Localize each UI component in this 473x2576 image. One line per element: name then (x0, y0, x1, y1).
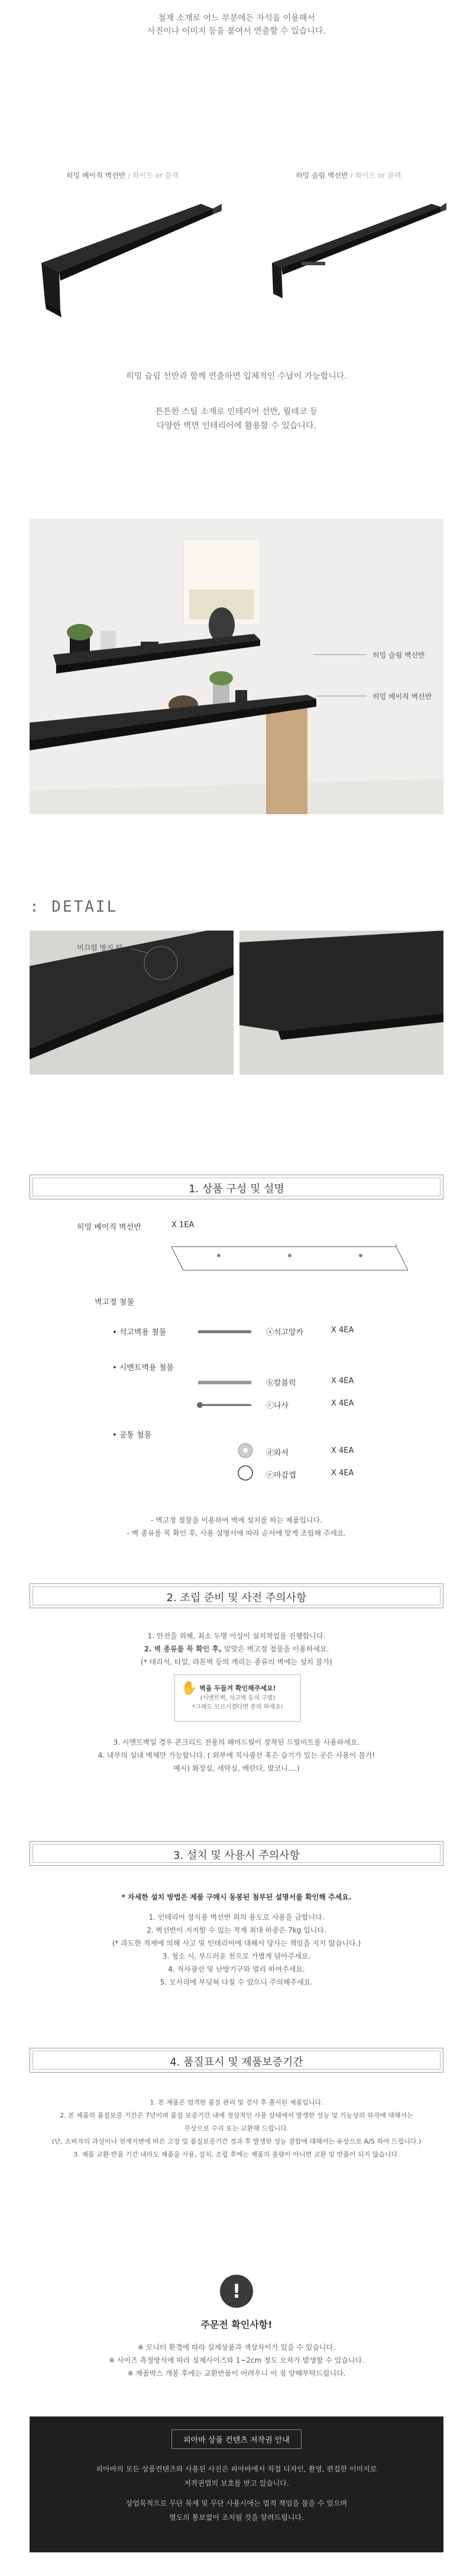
wall-check-box (174, 1674, 301, 1722)
item-washer-qty: X 4EA (331, 1446, 354, 1455)
intro-line-2: 사진이나 이미지 등을 붙여서 연출할 수 있습니다. (147, 27, 326, 36)
slim-shelf-label (296, 170, 401, 180)
slim-shelf-color: 화이트 or 블랙 (355, 171, 401, 180)
section1-note-2: - 벽 종류를 꼭 확인 후, 사용 설명서에 따라 순서에 맞게 조립해 주세요. (127, 1529, 346, 1537)
detail-images (30, 931, 443, 1075)
group-gypsum-name: 석고벽용 철물 (119, 1328, 167, 1337)
desc1-line-2: 튼튼한 스틸 소재로 인테리어 선반, 월데코 등 (155, 407, 318, 417)
section2-line-3: (* 대리석, 타일, 라톤벽 등의 캐리는 종류의 벽에는 설치 불가) (141, 1658, 332, 1666)
section4-line-4: 3. 제품 교환·반품 기간 내라도 제품을 사용, 설치, 조립 후에는 제품의 불량이 아니면 교환 및 반품이 되지 않습니다. (73, 2151, 400, 2158)
gypsum-anchor-icon (195, 1326, 254, 1338)
section2-line-2 (0, 1642, 473, 1655)
basic-shelf-color: 화이트 or 블랙 (132, 171, 179, 180)
section3-line-3: (* 과도한 적재에 의해 사고 및 인테리어에 대해서 당사는 책임을 지지 않습니다.) (112, 1939, 361, 1947)
hardware-title: 벽고정 철물 (95, 1298, 134, 1307)
basic-shelf-image (35, 180, 225, 334)
description-1 (0, 369, 473, 383)
section3-line-1: 1. 인테리어 장식용 벽선반 외의 용도로 사용을 금합니다. (148, 1913, 325, 1921)
alert-icon: ! (220, 2275, 253, 2308)
section2-line-5b: 예시) 화장실, 세탁실, 베란다, 발코니....) (173, 1764, 300, 1772)
section4-line-2a: 2. 본 제품의 품질보증 기간은 7년이며 품질 보증기간 내에 정상적인 사용 상태에서 발생한 성능 및 기능상의 하자에 대해서는 (60, 2112, 413, 2119)
section2-line-2-rest: 알맞은 벽고정 철물을 이용하세요. (223, 1645, 329, 1653)
item-wall-plug: ⓑ칼블럭 (266, 1379, 296, 1388)
order-notes (0, 2341, 473, 2380)
order-title: 주문전 확인사항! (200, 2319, 273, 2330)
room-label-basic: 히밍 베이직 벽선반 (372, 692, 432, 701)
item-gypsum-anchor-qty: X 4EA (331, 1326, 354, 1335)
copyright-line-3: 상업목적으로 무단 복제 및 무단 사용시에는 법적 책임을 물을 수 있으며 (125, 2499, 348, 2507)
section4-title: 4. 품질표시 및 제품보증기간 (170, 2056, 303, 2068)
section3-line-6: 5. 모서리에 부딪혀 다칠 수 있으니 주의해주세요. (160, 1978, 313, 1986)
item-cap: ⓔ마감캡 (266, 1471, 296, 1480)
section1-header (30, 1175, 443, 1199)
item-washer: ⓓ와셔 (266, 1449, 289, 1458)
group-common-title: • 공통 철물 (112, 1431, 152, 1440)
section3-line-4: 3. 청소 시, 부드러운 천으로 가볍게 닦아주세요. (162, 1952, 311, 1960)
copyright-line-2: 저작권법의 보호를 받고 있습니다. (184, 2479, 289, 2487)
basic-shelf-label (66, 170, 179, 180)
section2-header (30, 1583, 443, 1608)
order-line-2: ※ 사이즈 측정방식에 따라 실제사이즈와 1~2cm 정도 오차가 발생할 수 있습니다. (109, 2356, 364, 2364)
product-name: 히밍 베이직 벽선반 (77, 1223, 141, 1232)
section3-header (30, 1841, 443, 1866)
wall-check-line-2: *그래도 모르시겠다면 문의 하세요! (192, 1704, 283, 1710)
section2-line-4: 3. 시멘트벽일 경우 콘크리트 전용의 해머드릴이 장착된 드릴비트를 사용하세요. (113, 1738, 360, 1746)
copyright-line-4: 별도의 통보없이 조치될 것을 알려드립니다. (169, 2513, 304, 2522)
group-common-name: 공통 철물 (119, 1431, 152, 1440)
screw-icon (195, 1399, 254, 1411)
group-cement-name: 시멘트벽용 철물 (119, 1364, 174, 1372)
section3-line-2: 2. 벽선반이 지지할 수 있는 적재 최대 하중은 7kg 입니다. (147, 1926, 326, 1934)
shelf-diagram (171, 1244, 420, 1279)
section1-title: 1. 상품 구성 및 설명 (189, 1183, 284, 1195)
room-photo (30, 519, 443, 814)
description-2 (0, 405, 473, 433)
section4-line-1: 1. 본 제품은 엄격한 품질 관리 및 검사 후 출시된 제품입니다. (150, 2099, 323, 2106)
item-gypsum-anchor: ⓐ석고앙카 (266, 1328, 304, 1337)
item-screw-qty: X 4EA (331, 1399, 354, 1408)
basic-shelf-sep: / (125, 171, 133, 180)
detail-callout: 미끄럼 방지 턱 (77, 944, 123, 952)
section3-lead: * 자세한 설치 방법은 제품 구매시 동봉된 첨부된 설명서를 확인해 주세요. (121, 1893, 352, 1901)
cap-icon (237, 1464, 254, 1482)
item-wall-plug-qty: X 4EA (331, 1377, 354, 1385)
section4-line-3: (단, 소비자의 과실이나 천재지변에 따른 고장 및 품질보증기간 경과 후 발생한 성능 결함에 대해서는 유상으로 A/S 하여 드립니다.) (51, 2138, 422, 2145)
slim-shelf-sep: / (348, 171, 355, 180)
room-label-slim: 히밍 슬림 벽선반 (372, 651, 425, 659)
section1-notes (0, 1514, 473, 1540)
washer-icon (237, 1442, 254, 1459)
detail-title: : DETAIL (30, 898, 118, 916)
order-line-1: ※ 모니터 환경에 따라 실제상품과 색상차이가 있을 수 있습니다. (137, 2343, 336, 2351)
intro-line-1: 철재 소재로 어느 부분에든 자석을 이용해서 (158, 14, 315, 23)
section2-body (0, 1629, 473, 1668)
copyright-line-1: 피아바의 모든 상품컨텐츠와 사용된 사진은 피아바에서 직접 디자인, 촬영, 편집한 이미지로 (96, 2465, 377, 2473)
slim-shelf-image (260, 180, 449, 334)
section3-body (0, 1891, 473, 1989)
section2-title: 2. 조립 준비 및 사전 주의사항 (166, 1592, 307, 1604)
item-screw: ⓒ나사 (266, 1401, 289, 1410)
copyright-title: 피아바 상품 컨텐츠 저작권 안내 (171, 2429, 302, 2449)
section2-line-1: 1. 안전을 위해, 최소 두명 이상이 설치작업를 진행합니다. (147, 1632, 326, 1640)
product-qty: X 1EA (171, 1221, 195, 1230)
desc1-line-1: 히밍 슬림 선반과 함께 연출하면 입체적인 수납이 가능합니다. (126, 372, 347, 381)
item-cap-qty: X 4EA (331, 1469, 354, 1478)
section2-line-5a: 4. 내부의 실내 벽체만 가능합니다. ( 외부에 직사광선 혹은 습기가 있는 곳은 사용이 불가! (98, 1751, 375, 1759)
room-illustration (30, 519, 443, 814)
wall-plug-icon (195, 1377, 254, 1388)
section1-note-1: - 벽고정 철물을 이용하여 벽에 설치를 하는 제품입니다. (151, 1516, 322, 1524)
group-gypsum-title: • 석고벽용 철물 (112, 1328, 167, 1337)
desc1-line-3: 다양한 벽면 인테리어에 활용할 수 있습니다. (156, 421, 317, 431)
copyright-box (30, 2416, 443, 2552)
wall-check-title: 벽을 두들겨 확인해주세요! (199, 1684, 276, 1692)
section4-line-2b: 무상으로 수리 또는 교환해 드립니다. (184, 2125, 289, 2132)
section3-title: 3. 설치 및 사용시 주의사항 (173, 1849, 300, 1862)
section4-body (0, 2096, 473, 2161)
section4-header (30, 2048, 443, 2073)
group-cement-title: • 시멘트벽용 철물 (112, 1364, 174, 1372)
basic-shelf-name: 히밍 베이직 벽선반 (66, 171, 126, 180)
section3-line-5: 4. 직사광선 및 난방기구와 멀리 하여주세요. (168, 1965, 305, 1973)
section2-line-2-bold: 2. 벽 종류를 꼭 확인 후, (144, 1645, 224, 1653)
slim-shelf-name: 히밍 슬림 벽선반 (296, 171, 348, 180)
copyright-body (30, 2462, 443, 2525)
wall-check-line-1: (시멘트벽, 석고벽 등의 구별) (200, 1695, 276, 1702)
section2-body-2 (0, 1736, 473, 1775)
intro-text (0, 12, 473, 38)
hand-knock-icon: ✋ (181, 1681, 197, 1696)
order-line-3: ※ 제품박스 개봉 후에는 교환반품이 어려우니 이 점 양해부탁드립니다. (127, 2369, 346, 2377)
